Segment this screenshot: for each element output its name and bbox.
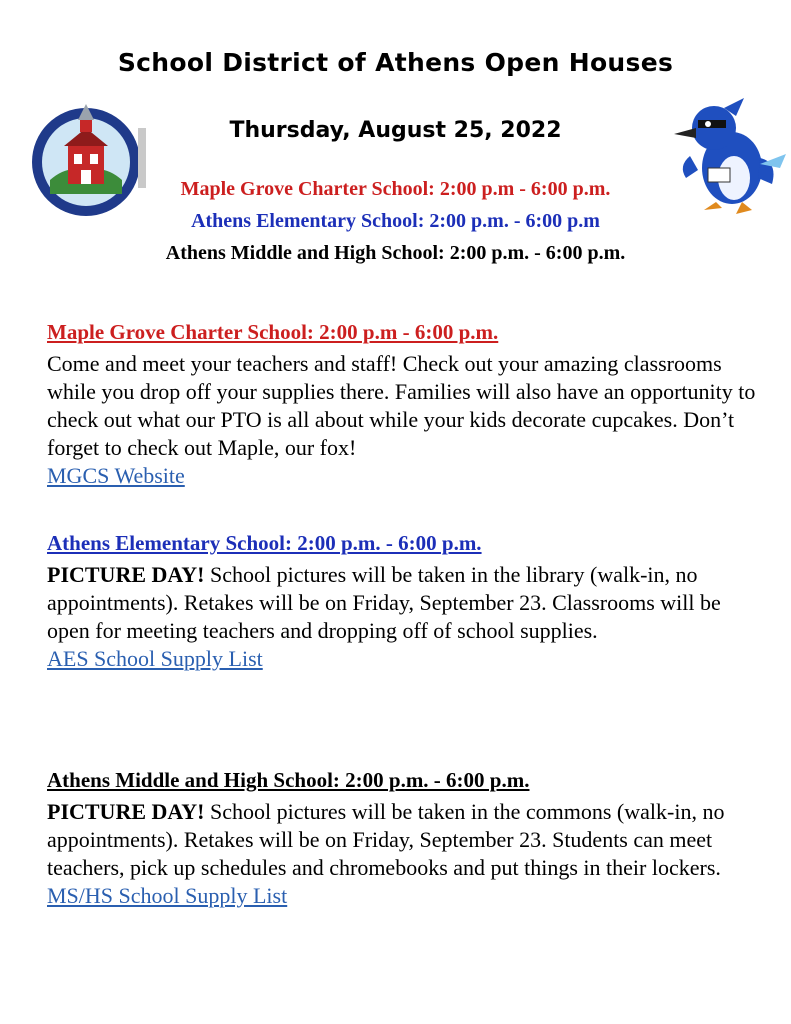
mshs-supply-list-link[interactable]: MS/HS School Supply List (47, 883, 288, 908)
event-date: Thursday, August 25, 2022 (229, 118, 562, 143)
aes-picture-day-label: PICTURE DAY! (47, 562, 205, 587)
page-title: School District of Athens Open Houses (117, 48, 674, 77)
section-aes (47, 529, 757, 673)
aes-body (47, 561, 757, 645)
mshs-picture-day-label: PICTURE DAY! (47, 799, 205, 824)
mgcs-heading: Maple Grove Charter School: 2:00 p.m - 6:00 p.m. (47, 320, 499, 344)
mshs-body-text: School pictures will be taken in the commons (walk-in, no appointments). Retakes will be on Friday, September 23. Students can meet teachers, pick up schedules and chromebooks and put things in their lockers. (47, 799, 725, 880)
schedule-mgcs: Maple Grove Charter School: 2:00 p.m - 6:00 p.m. (180, 178, 611, 200)
blue-jay-mascot-logo (660, 98, 788, 220)
mshs-body (47, 798, 757, 882)
section-mshs (47, 766, 757, 910)
mgcs-website-link[interactable]: MGCS Website (47, 463, 185, 488)
aes-body-text: School pictures will be taken in the library (walk-in, no appointments). Retakes will be on Friday, September 23. Classrooms will be open for meeting teachers and dropping off of school supplies. (47, 562, 721, 643)
schedule-mshs: Athens Middle and High School: 2:00 p.m. - 6:00 p.m. (165, 242, 626, 264)
schedule-aes: Athens Elementary School: 2:00 p.m. - 6:00 p.m (191, 210, 600, 232)
mgcs-body: Come and meet your teachers and staff! Check out your amazing classrooms while you drop off your supplies there. Families will also have an opportunity to check out what our PTO is all about while your kids decorate cupcakes. Don’t forget to check out Maple, our fox! (47, 351, 756, 460)
aes-supply-list-link[interactable]: AES School Supply List (47, 646, 263, 671)
aes-heading: Athens Elementary School: 2:00 p.m. - 6:00 p.m. (47, 531, 482, 555)
section-mgcs (47, 318, 757, 490)
mshs-heading: Athens Middle and High School: 2:00 p.m. - 6:00 p.m. (47, 768, 530, 792)
